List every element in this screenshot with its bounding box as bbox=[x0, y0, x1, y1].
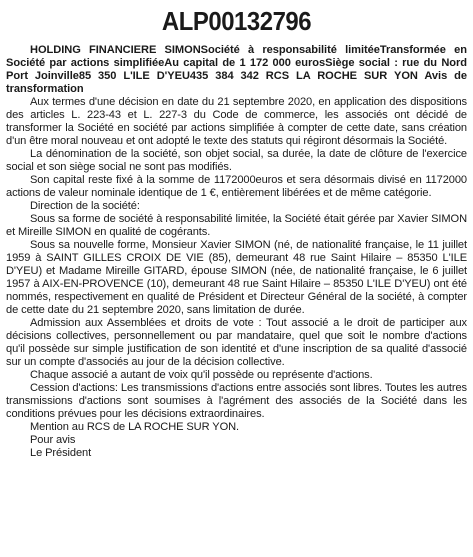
paragraph-rcs-mention: Mention au RCS de LA ROCHE SUR YON. bbox=[30, 421, 240, 433]
paragraph-transformation-decision: Aux termes d'une décision en date du 21 septembre 2020, en application des dispositions des articles L. 223-43 et L. 227-3 du Code de commerce, les associés ont décidé de transformer la Société en société par actions simplifiée à compter de cette date, sans création d'un être moral nouveau et ont adopté le texte des statuts qui régiront désormais la Société. bbox=[6, 96, 467, 147]
paragraph-direction-title: Direction de la société: bbox=[30, 200, 140, 212]
paragraph-capital: Son capital reste fixé à la somme de 1172000euros et sera désormais divisé en 1172000 actions de valeur nominale identique de 1 €, entièrement libérées et de même catégorie. bbox=[6, 174, 467, 199]
notice-body bbox=[6, 96, 467, 460]
notice-reference: ALP00132796 bbox=[161, 6, 312, 36]
paragraph-former-management: Sous sa forme de société à responsabilité limitée, la Société était gérée par Xavier SIMON et Mireille SIMON en qualité de cogérants. bbox=[6, 213, 467, 238]
paragraph-voting-rights: Chaque associé a autant de voix qu'il possède ou représente d'actions. bbox=[30, 369, 373, 381]
paragraph-pour-avis: Pour avis bbox=[30, 434, 76, 446]
paragraph-share-transfer: Cession d'actions: Les transmissions d'actions entre associés sont libres. Toutes les autres transmissions d'actions sont soumises à l'agrément des associés de la Société dans les conditions prévues pour les décisions extraordinaires. bbox=[6, 382, 467, 420]
notice-heading: HOLDING FINANCIERE SIMONSociété à responsabilité limitéeTransformée en Société par actions simplifiéeAu capital de 1 172 000 eurosSiège social : rue du Nord Port Joinville85 350 L'ILE D'YEU435 384 342 RCS LA ROCHE SUR YON Avis de transformation bbox=[6, 44, 467, 95]
paragraph-assemblies: Admission aux Assemblées et droits de vote : Tout associé a le droit de participer aux décisions collectives, personnellement ou par mandataire, quel que soit le nombre d'actions qu'il possède sur simple justification de son identité et d'une inscription de sa qualité d'associé sur un compte d'associés au jour de la décision collective. bbox=[6, 317, 467, 368]
paragraph-new-management: Sous sa nouvelle forme, Monsieur Xavier SIMON (né, de nationalité française, le 11 juillet 1959 à SAINT GILLES CROIX DE VIE (85), demeurant 48 rue Saint Hilaire – 85350 L'ILE D'YEU) et Madame Mireille GITARD, épouse SIMON (née, de nationalité française, le 6 juillet 1957 à AIX-EN-PROVENCE (10), demeurant 48 rue Saint Hilaire – 85350 L'ILE D'YEU) ont été nommés, respectivement en qualité de Président et Directeur Général de la société, à compter de cette date du 21 septembre 2020, sans limitation de durée. bbox=[6, 239, 467, 316]
paragraph-unchanged-items: La dénomination de la société, son objet social, sa durée, la date de clôture de l'exercice social et son siège social ne sont pas modifiés. bbox=[6, 148, 467, 173]
paragraph-signatory: Le Président bbox=[30, 447, 92, 459]
